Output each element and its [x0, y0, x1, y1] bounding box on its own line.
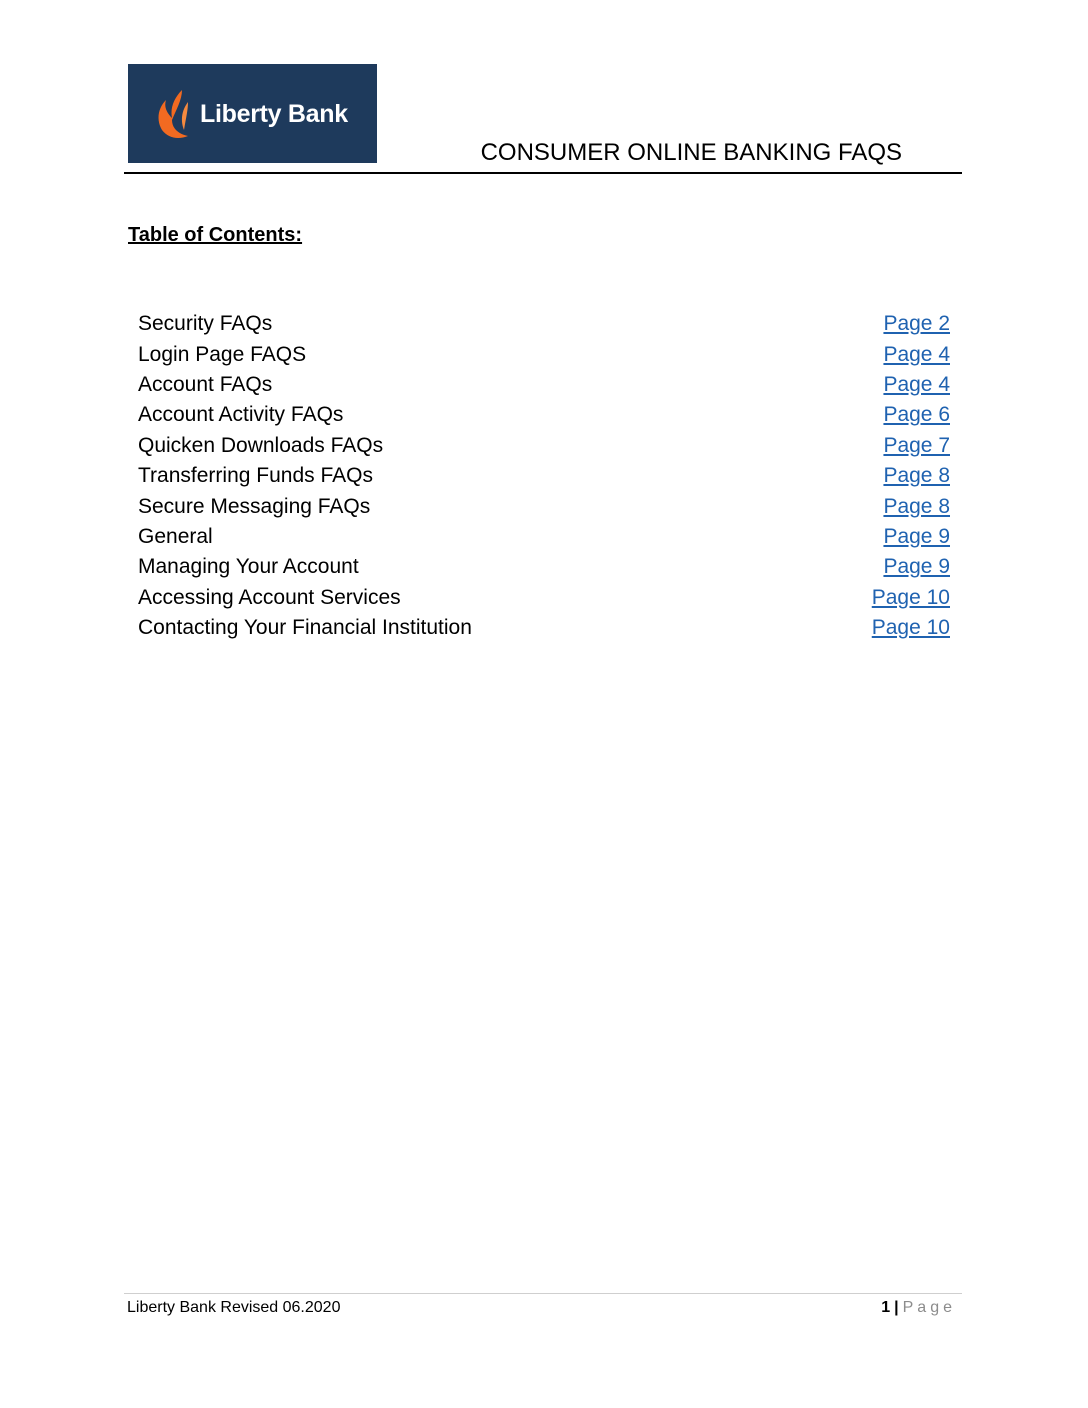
flame-swoosh-icon: [152, 88, 192, 142]
liberty-bank-logo: [128, 64, 377, 163]
toc-page-link[interactable]: Page 8: [883, 464, 950, 488]
toc-page-link[interactable]: Page 4: [883, 342, 950, 366]
table-of-contents: [138, 309, 950, 643]
footer-divider: [124, 1293, 962, 1294]
toc-entry-label: General: [138, 524, 213, 548]
toc-page-link[interactable]: Page 9: [883, 555, 950, 579]
toc-row: [138, 400, 950, 430]
toc-entry-label: Transferring Funds FAQs: [138, 464, 373, 488]
document-title: CONSUMER ONLINE BANKING FAQS: [480, 139, 902, 166]
toc-page-link[interactable]: Page 8: [883, 494, 950, 518]
toc-entry-label: Managing Your Account: [138, 555, 359, 579]
page-separator: |: [894, 1299, 899, 1316]
toc-row: [138, 613, 950, 643]
toc-entry-label: Login Page FAQS: [138, 342, 307, 366]
toc-row: [138, 339, 950, 369]
toc-entry-label: Contacting Your Financial Institution: [138, 616, 472, 640]
toc-page-link[interactable]: Page 10: [871, 616, 950, 640]
toc-row: [138, 491, 950, 521]
page-word: Page: [902, 1299, 956, 1316]
header-divider: [124, 172, 962, 174]
toc-row: [138, 552, 950, 582]
toc-row: [138, 583, 950, 613]
toc-entry-label: Account Activity FAQs: [138, 403, 344, 427]
footer-revision-text: Liberty Bank Revised 06.2020: [127, 1299, 341, 1316]
footer-page-indicator: [881, 1299, 956, 1317]
toc-entry-label: Quicken Downloads FAQs: [138, 433, 384, 457]
toc-page-link[interactable]: Page 7: [883, 433, 950, 457]
toc-row: [138, 370, 950, 400]
toc-row: [138, 431, 950, 461]
toc-entry-label: Account FAQs: [138, 372, 273, 396]
toc-page-link[interactable]: Page 4: [883, 372, 950, 396]
toc-page-link[interactable]: Page 6: [883, 403, 950, 427]
toc-row: [138, 461, 950, 491]
toc-page-link[interactable]: Page 9: [883, 524, 950, 548]
toc-entry-label: Secure Messaging FAQs: [138, 494, 371, 518]
toc-entry-label: Accessing Account Services: [138, 585, 401, 609]
toc-heading: Table of Contents:: [128, 224, 303, 246]
logo-text: Liberty Bank: [200, 100, 348, 128]
toc-row: [138, 522, 950, 552]
toc-page-link[interactable]: Page 10: [871, 585, 950, 609]
toc-page-link[interactable]: Page 2: [883, 312, 950, 336]
toc-entry-label: Security FAQs: [138, 312, 273, 336]
toc-row: [138, 309, 950, 339]
page-number: 1: [881, 1299, 891, 1316]
